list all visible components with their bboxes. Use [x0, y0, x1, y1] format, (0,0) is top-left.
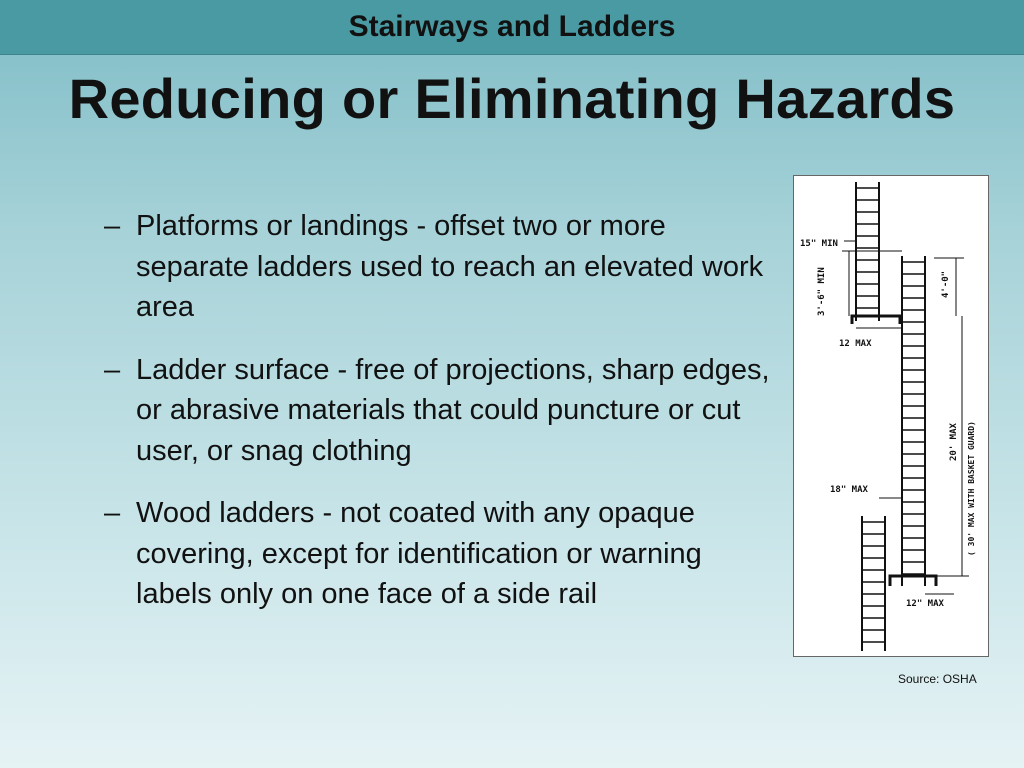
- bullet-marker: –: [104, 497, 121, 529]
- slide-title: Reducing or Eliminating Hazards: [68, 67, 956, 130]
- header-bar: [0, 0, 1024, 55]
- dimension-label: 12" MAX: [906, 599, 944, 609]
- ladder-rungs: [856, 188, 925, 642]
- dimension-label: 4'-0": [941, 270, 951, 298]
- dimension-label: ( 30' MAX WITH BASKET GUARD): [967, 421, 976, 556]
- bullet-item: [100, 350, 780, 472]
- bullet-text: Platforms or landings - offset two or more separate ladders used to reach an elevated work area: [136, 210, 764, 323]
- landing-platform: [890, 576, 936, 586]
- bullet-item: [100, 206, 780, 328]
- bullet-marker: –: [104, 210, 121, 242]
- header-title: Stairways and Ladders: [348, 10, 676, 43]
- dimension-label: 12 MAX: [839, 339, 872, 349]
- bullet-item: [100, 493, 780, 615]
- bullet-text: Ladder surface - free of projections, sharp edges, or abrasive materials that could puncture or cut user, or snag clothing: [136, 353, 770, 467]
- bullet-marker: –: [104, 353, 121, 386]
- bullet-list: [100, 206, 780, 637]
- dimension-label: 18" MAX: [830, 485, 868, 495]
- dimension-label: 15" MIN: [800, 239, 838, 249]
- dimension-label: 3'-6" MIN: [817, 267, 827, 316]
- landing-platform: [852, 316, 900, 324]
- ladder-diagram: [793, 175, 989, 657]
- bullet-text: Wood ladders - not coated with any opaque covering, except for identification or warning labels only on one face of a side rail: [136, 497, 702, 610]
- source-caption: Source: OSHA: [898, 672, 977, 686]
- dimension-label: 20' MAX: [949, 423, 959, 461]
- ladder-diagram-drawing: [794, 176, 988, 656]
